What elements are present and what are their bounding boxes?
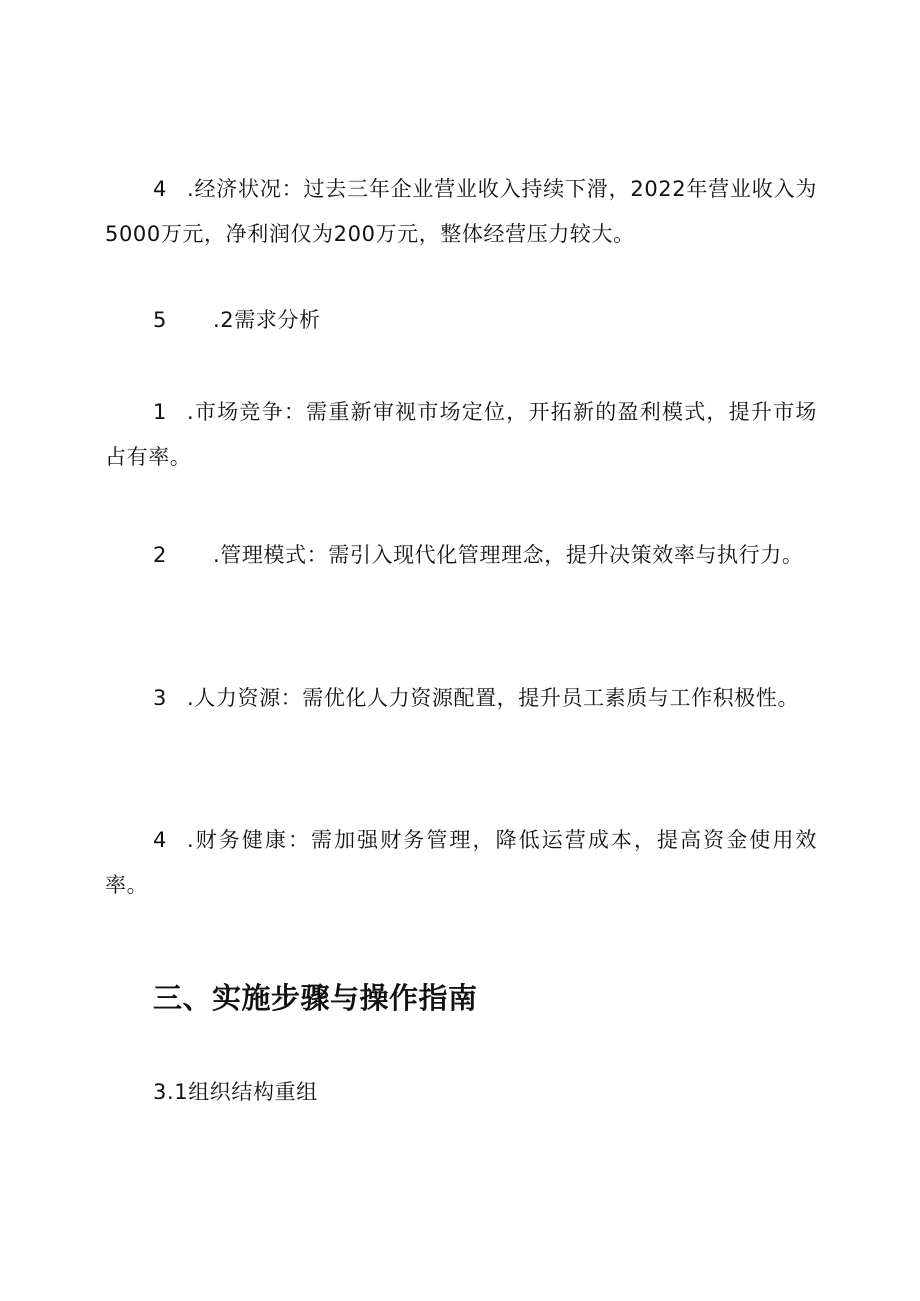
paragraph-market-competition (105, 390, 817, 480)
subheading-text: .2需求分析 (213, 308, 321, 332)
subheading-needs-analysis (153, 305, 321, 335)
paragraph-human-resources (105, 676, 817, 721)
paragraph-economic-status (105, 167, 817, 257)
item-number: 2 (153, 543, 167, 567)
paragraph-text: .财务健康：需加强财务管理，降低运营成本，提高资金使用效率。 (105, 828, 817, 897)
paragraph-management-mode (105, 533, 817, 578)
item-number: 3 (153, 686, 167, 710)
paragraph-text: .市场竞争：需重新审视市场定位，开拓新的盈利模式，提升市场占有率。 (105, 400, 817, 469)
section-title: 三、实施步骤与操作指南 (153, 981, 478, 1015)
paragraph-text: .人力资源：需优化人力资源配置，提升员工素质与工作积极性。 (187, 686, 800, 710)
item-number: 4 (153, 828, 167, 852)
subheading-org-restructure: 3.1组织结构重组 (153, 1080, 318, 1104)
paragraph-text: .管理模式：需引入现代化管理理念，提升决策效率与执行力。 (213, 543, 804, 567)
item-number: 1 (153, 400, 167, 424)
section-number: 5 (153, 308, 167, 332)
paragraph-financial-health (105, 818, 817, 908)
item-number: 4 (153, 177, 167, 201)
paragraph-text: .经济状况：过去三年企业营业收入持续下滑，2022年营业收入为5000万元，净利润仅为200万元，整体经营压力较大。 (105, 177, 817, 246)
